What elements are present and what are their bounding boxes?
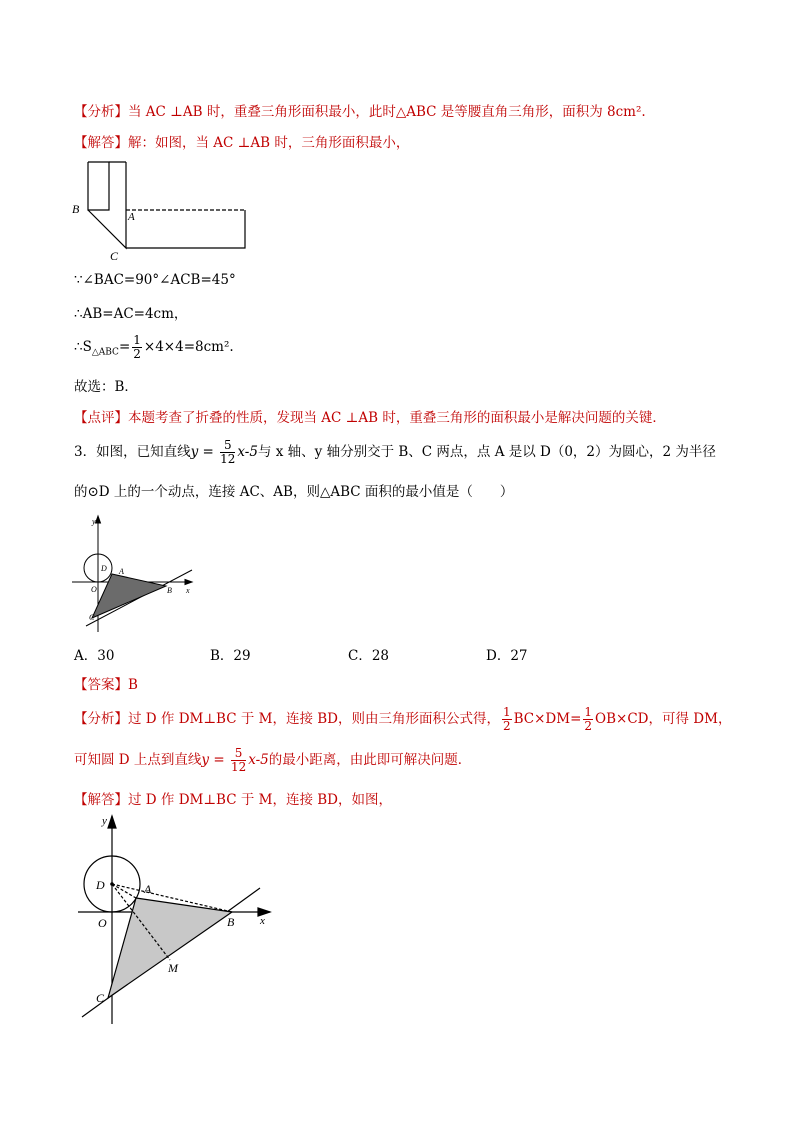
fig1-label-A: A [128,211,135,223]
fig3-O-label: O [98,916,107,930]
step3-eq: = [118,339,131,355]
comment-text: 本题考查了折叠的性质，发现当 AC ⊥AB 时，重叠三角形的面积最小是解决问题的关键． [128,410,666,426]
q3-frac-num: 5 [220,439,235,453]
solution-tag: 【解答】 [74,135,128,151]
fig3-M-label: M [168,961,178,975]
analysis2-eq: = [209,752,229,768]
q3-tail: x-5 [237,444,258,460]
comment-tag: 【点评】 [74,410,128,426]
analysis2-text1: 过 D 作 DM⊥BC 于 M，连接 BD，则由三角形面积公式得， [128,711,500,727]
q3-prefix: 3．如图，已知直线 [74,444,191,460]
solution-paragraph-1 [74,133,409,153]
analysis2-frac2-num: 1 [584,705,593,719]
q3-fraction [220,439,235,466]
solution-2-line [74,790,392,810]
step3-prefix: ∴S [74,339,92,355]
answer-text: B [128,677,138,693]
q3-var: y [190,444,199,460]
step-2: ∴AB=AC=4cm， [74,306,188,322]
fig3-B-label: B [227,915,235,929]
option-b[interactable]: B．29 [210,648,251,664]
fig2-O-label: O [91,585,97,594]
question-3-line-1 [74,438,716,466]
step3-fraction [132,334,142,361]
analysis-paragraph-1 [74,102,646,122]
analysis2-var: y [201,752,210,768]
fig2-C-label: C [89,613,95,622]
answer-line [74,675,138,695]
q3-frac-den: 12 [220,452,236,466]
solution2-tag: 【解答】 [74,792,128,808]
comment-paragraph [74,408,666,428]
analysis2-line-frac [231,747,246,774]
analysis2-line2-post: 的最小距离，由此即可解决问题． [268,752,472,768]
analysis2-tag: 【分析】 [74,711,128,727]
analysis-text: 当 AC ⊥AB 时，重叠三角形面积最小，此时△ABC 是等腰直角三角形，面积为 8cm². [128,104,646,120]
fig3-y-label: y [102,815,107,827]
question-3-figure [72,514,197,632]
answer-tag: 【答案】 [74,677,128,693]
solution-text: 解：如图，当 AC ⊥AB 时，三角形面积最小， [128,135,410,151]
choose-line: 故选：B． [74,379,138,395]
step3-sub: △ABC [91,347,119,358]
solution2-text: 过 D 作 DM⊥BC 于 M，连接 BD，如图， [128,792,392,808]
analysis2-mid: BC×DM= [513,711,582,727]
fig2-B-label: B [167,586,172,595]
folded-strip-figure [64,160,254,265]
analysis2-tail: x-5 [248,752,269,768]
analysis-2-line-1 [74,704,731,734]
step3-frac-den: 2 [133,347,141,361]
fig1-label-C: C [110,249,119,263]
analysis-tag: 【分析】 [74,104,128,120]
fig3-A-label: A [144,882,152,896]
analysis2-frac2 [583,706,593,733]
fig3-C-label: C [96,991,105,1005]
analysis2-frac2-den: 2 [584,719,593,733]
fig3-D-label: D [96,878,105,892]
analysis2-frac1-den: 2 [502,719,511,733]
q3-eq: = [198,444,219,460]
analysis2-line-frac-num: 5 [231,747,246,761]
analysis2-line2-pre: 可知圆 D 上点到直线 [74,752,202,768]
fig3-x-label: x [260,915,265,927]
fig2-D-label: D [101,564,107,573]
fig1-label-B: B [72,202,80,216]
option-a[interactable]: A．30 [74,648,115,664]
step3-rest: ×4×4=8cm². [143,339,234,355]
step-3 [74,334,234,366]
analysis2-end: OB×CD，可得 DM， [595,711,732,727]
analysis-2-line-2 [74,745,471,775]
step-1: ∵∠BAC=90°∠ACB=45° [74,272,236,288]
analysis2-line-frac-den: 12 [230,760,247,774]
fig2-x-label: x [186,586,190,595]
analysis2-frac1-num: 1 [502,705,511,719]
solution-figure [78,814,278,1024]
fig2-A-label: A [119,567,124,576]
fig2-y-label: y [92,517,96,526]
option-c[interactable]: C．28 [348,648,390,664]
q3-text: 与 x 轴、y 轴分别交于 B、C 两点，点 A 是以 D（0，2）为圆心，2 为半径 [257,444,716,460]
analysis2-frac1 [502,706,512,733]
option-d[interactable]: D．27 [486,648,528,664]
step3-frac-num: 1 [133,333,141,347]
question-3-line-2: 的⊙D 上的一个动点，连接 AC、AB，则△ABC 面积的最小值是（ ） [74,484,514,500]
